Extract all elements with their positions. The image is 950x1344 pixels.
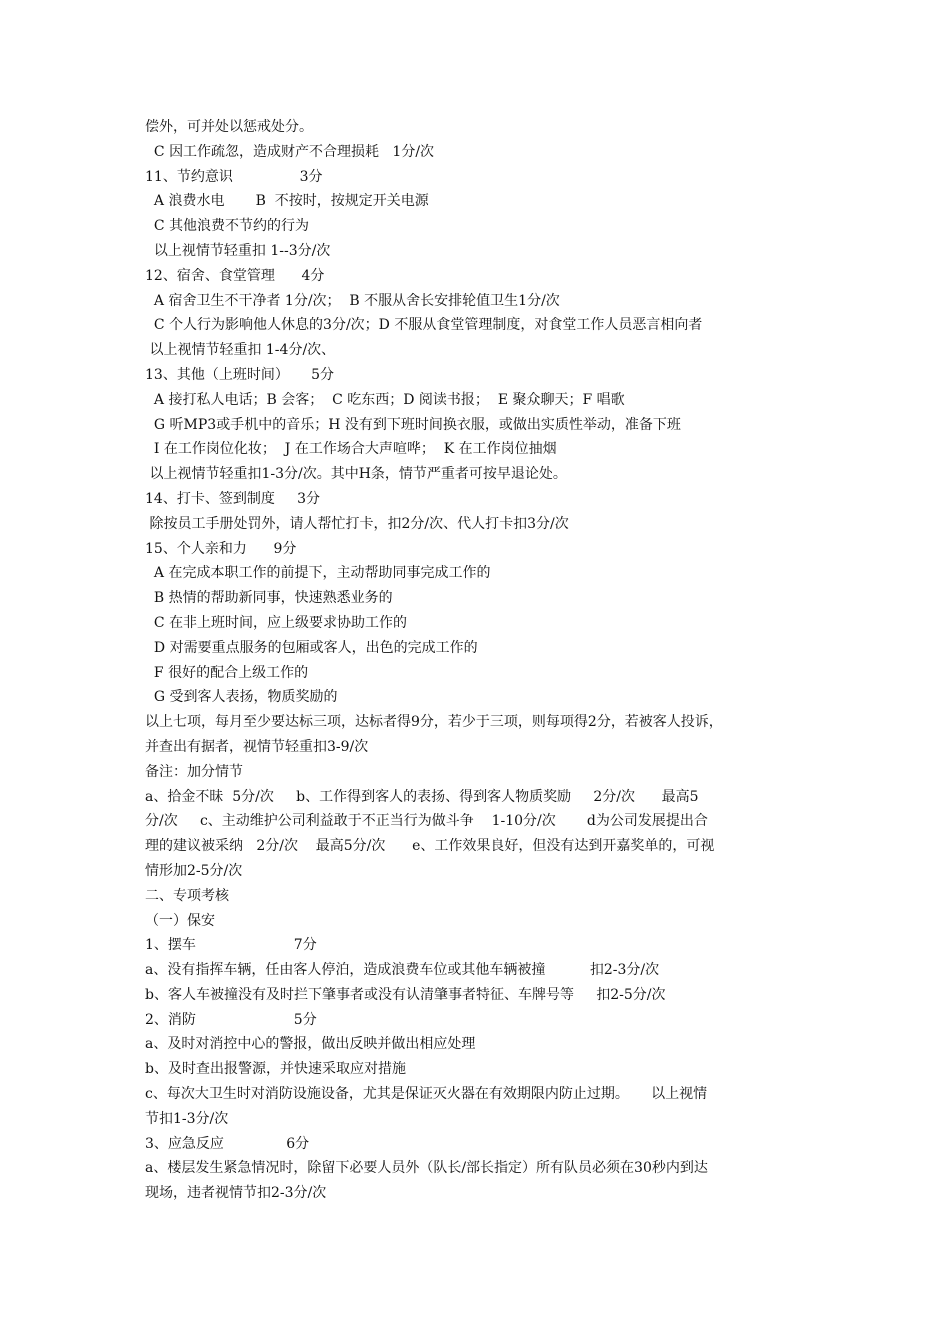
text-line: 理的建议被采纳 2分/次 最高5分/次 e、工作效果良好，但没有达到开嘉奖单的，可视 xyxy=(145,838,715,855)
text-line: A 接打私人电话；B 会客； C 吃东西；D 阅读书报； E 聚众聊天；F 唱歌 xyxy=(145,391,625,408)
text-line: 并查出有据者，视情节轻重扣3-9/次 xyxy=(145,738,369,755)
text-line: C 其他浪费不节约的行为 xyxy=(145,218,310,235)
text-line: a、及时对消控中心的警报，做出反映并做出相应处理 xyxy=(145,1036,476,1053)
text-line: 以上视情节轻重扣1-3分/次。其中H条，情节严重者可按早退论处。 xyxy=(145,466,567,483)
text-line: 情形加2-5分/次 xyxy=(145,862,243,879)
text-line: 分/次 c、主动维护公司利益敢于不正当行为做斗争 1-10分/次 d为公司发展提出合 xyxy=(145,813,708,830)
text-line: A 宿舍卫生不干净者 1分/次； B 不服从舍长安排轮值卫生1分/次 xyxy=(145,292,560,309)
subsection-heading: （一）保安 xyxy=(145,912,215,929)
text-line: B 热情的帮助新同事，快速熟悉业务的 xyxy=(145,590,393,607)
section-heading: 12、宿舍、食堂管理 4分 xyxy=(145,267,325,284)
text-line: C 个人行为影响他人休息的3分/次；D 不服从食堂管理制度，对食堂工作人员恶言相向者 xyxy=(145,317,703,334)
text-line: C 因工作疏忽，造成财产不合理损耗 1分/次 xyxy=(145,143,435,160)
text-line: 节扣1-3分/次 xyxy=(145,1110,229,1127)
section-heading: 11、节约意识 3分 xyxy=(145,168,323,185)
section-heading: 二、专项考核 xyxy=(145,887,229,904)
text-line: 备注：加分情节 xyxy=(145,763,243,780)
text-line: 以上视情节轻重扣 1--3分/次 xyxy=(145,242,331,259)
text-line: G 受到客人表扬，物质奖励的 xyxy=(145,689,338,706)
text-line: C 在非上班时间，应上级要求协助工作的 xyxy=(145,614,408,631)
text-line: 以上七项，每月至少要达标三项，达标者得9分，若少于三项，则每项得2分，若被客人投诉， xyxy=(145,714,723,731)
text-line: b、及时查出报警源，并快速采取应对措施 xyxy=(145,1061,406,1078)
text-line: b、客人车被撞没有及时拦下肇事者或没有认清肇事者特征、车牌号等 扣2-5分/次 xyxy=(145,986,666,1003)
text-line: A 浪费水电 B 不按时，按规定开关电源 xyxy=(145,193,429,210)
section-heading: 15、个人亲和力 9分 xyxy=(145,540,297,557)
text-line: G 听MP3或手机中的音乐；H 没有到下班时间换衣服，或做出实质性举动，准备下班 xyxy=(145,416,681,433)
section-heading: 2、消防 5分 xyxy=(145,1011,317,1028)
text-line: I 在工作岗位化妆； J 在工作场合大声喧哗； K 在工作岗位抽烟 xyxy=(145,441,557,458)
document-body xyxy=(145,115,810,1206)
text-line: a、楼层发生紧急情况时，除留下必要人员外（队长/部长指定）所有队员必须在30秒内到达 xyxy=(145,1160,708,1177)
text-line: c、每次大卫生时对消防设施设备，尤其是保证灭火器在有效期限内防止过期。 以上视情 xyxy=(145,1086,708,1103)
text-line: 除按员工手册处罚外，请人帮忙打卡，扣2分/次、代人打卡扣3分/次 xyxy=(145,515,569,532)
text-line: a、拾金不昧 5分/次 b、工作得到客人的表扬、得到客人物质奖励 2分/次 最高5 xyxy=(145,788,699,805)
section-heading: 14、打卡、签到制度 3分 xyxy=(145,490,320,507)
text-line: A 在完成本职工作的前提下，主动帮助同事完成工作的 xyxy=(145,565,491,582)
text-line: 偿外，可并处以惩戒处分。 xyxy=(145,119,313,135)
text-line: F 很好的配合上级工作的 xyxy=(145,664,309,681)
text-line: D 对需要重点服务的包厢或客人，出色的完成工作的 xyxy=(145,639,478,656)
section-heading: 1、摆车 7分 xyxy=(145,937,317,954)
text-line: 以上视情节轻重扣 1-4分/次、 xyxy=(145,342,336,359)
text-line: 现场，违者视情节扣2-3分/次 xyxy=(145,1185,327,1202)
text-line: a、没有指挥车辆，任由客人停泊，造成浪费车位或其他车辆被撞 扣2-3分/次 xyxy=(145,962,660,979)
section-heading: 3、应急反应 6分 xyxy=(145,1135,310,1152)
section-heading: 13、其他（上班时间） 5分 xyxy=(145,366,334,383)
